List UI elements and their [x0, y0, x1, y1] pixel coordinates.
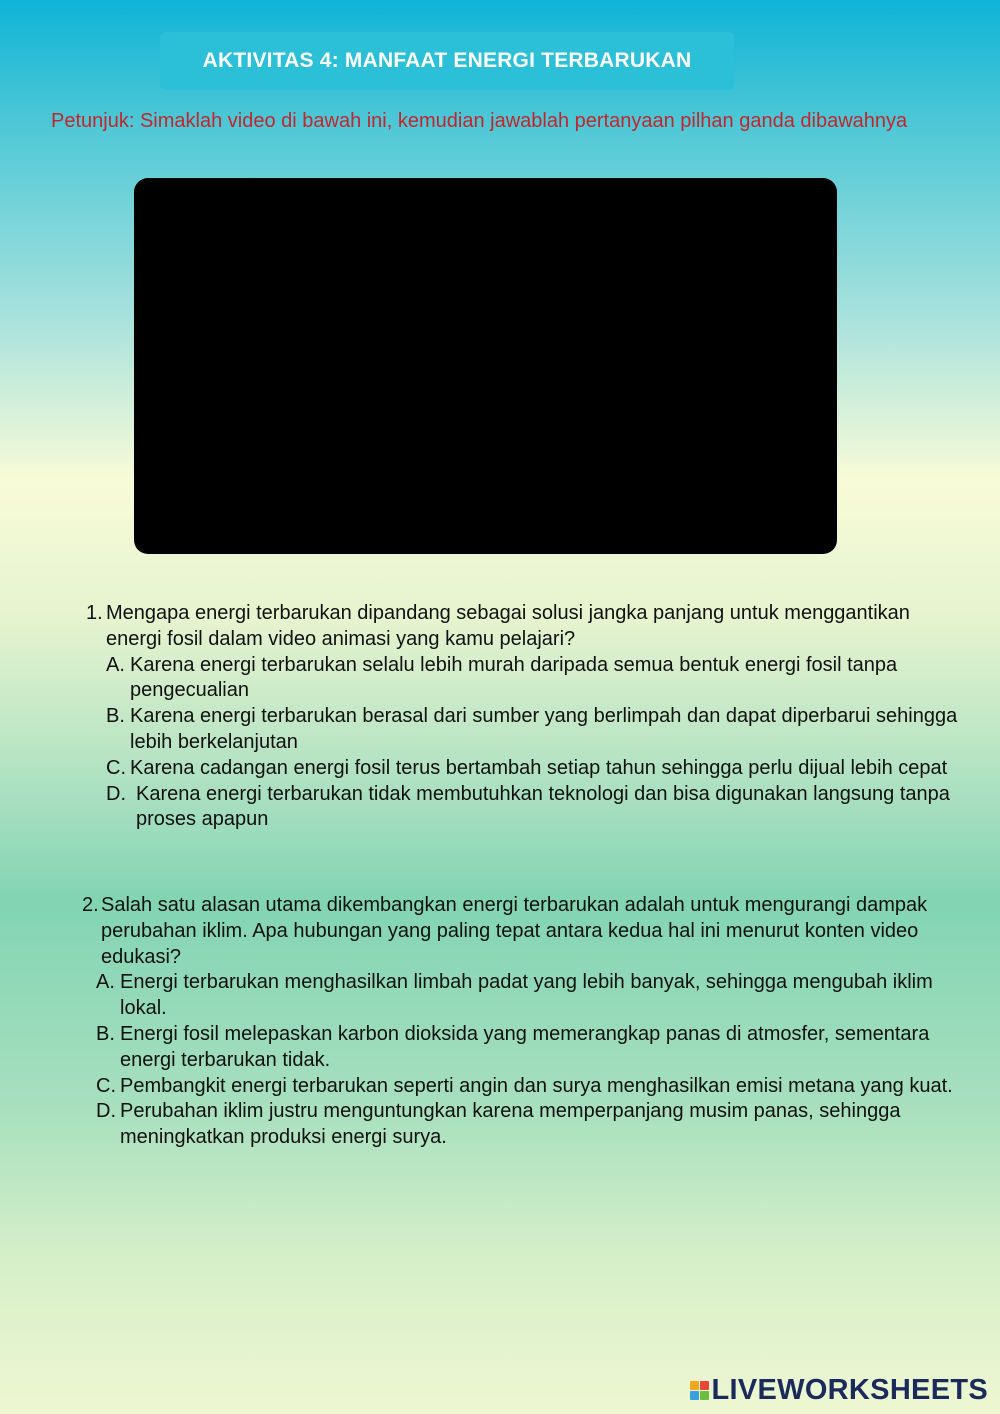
- question-number: 1.: [86, 602, 103, 624]
- option-letter: B.: [106, 705, 125, 728]
- option-text: Karena energi terbarukan berasal dari sumber yang berlimpah dan dapat diperbarui sehingga lebih berkelanjutan: [130, 705, 958, 753]
- logo-square-l: [690, 1381, 699, 1390]
- answer-option-d[interactable]: [96, 1099, 962, 1151]
- answer-option-c[interactable]: [106, 756, 966, 782]
- activity-title: AKTIVITAS 4: MANFAAT ENERGI TERBARUKAN: [202, 49, 692, 72]
- option-letter: C.: [96, 1074, 116, 1097]
- option-text: Pembangkit energi terbarukan seperti angin dan surya menghasilkan emisi metana yang kuat.: [120, 1074, 953, 1097]
- question-number: 2.: [82, 894, 99, 916]
- option-text: Energi terbarukan menghasilkan limbah padat yang lebih banyak, sehingga mengubah iklim lokal.: [120, 971, 933, 1020]
- option-letter: A.: [96, 971, 115, 994]
- liveworksheets-logo-icon: [690, 1381, 709, 1400]
- activity-title-banner: [160, 32, 734, 90]
- instruction-text: Petunjuk: Simaklah video di bawah ini, kemudian jawablah pertanyaan pilhan ganda dibawahnya: [51, 110, 908, 132]
- question-text: Salah satu alasan utama dikembangkan energi terbarukan adalah untuk mengurangi dampak perubahan iklim. Apa hubungan yang paling tepat antara kedua hal ini menurut konten video edukasi?: [101, 894, 928, 968]
- answer-option-c[interactable]: [96, 1074, 962, 1100]
- answer-option-a[interactable]: [106, 653, 966, 705]
- answer-option-b[interactable]: [96, 1022, 962, 1074]
- logo-square-v: [690, 1391, 699, 1400]
- answer-options: [86, 653, 966, 834]
- liveworksheets-brand[interactable]: [690, 1374, 989, 1407]
- question-text: Mengapa energi terbarukan dipandang sebagai solusi jangka panjang untuk menggantikan energi fosil dalam video animasi yang kamu pelajari?: [106, 602, 910, 650]
- answer-option-b[interactable]: [106, 704, 966, 756]
- option-letter: A.: [106, 653, 125, 676]
- answer-option-a[interactable]: [96, 970, 962, 1022]
- answer-options: [82, 970, 962, 1151]
- brand-name: LIVEWORKSHEETS: [711, 1374, 988, 1406]
- option-letter: B.: [96, 1022, 115, 1045]
- question-1: [86, 601, 966, 833]
- logo-square-i: [700, 1381, 709, 1390]
- option-text: Karena cadangan energi fosil terus bertambah setiap tahun sehingga perlu dijual lebih cepat: [130, 756, 948, 779]
- answer-option-d[interactable]: [106, 782, 966, 834]
- option-letter: C.: [106, 756, 126, 779]
- option-text: Karena energi terbarukan tidak membutuhkan teknologi dan bisa digunakan langsung tanpa proses apapun: [136, 782, 950, 831]
- video-player[interactable]: [134, 178, 837, 554]
- option-text: Perubahan iklim justru menguntungkan karena memperpanjang musim panas, sehingga meningkatkan produksi energi surya.: [120, 1100, 901, 1149]
- logo-square-e: [700, 1391, 709, 1400]
- option-letter: D.: [106, 782, 126, 805]
- option-text: Energi fosil melepaskan karbon dioksida yang memerangkap panas di atmosfer, sementara energi terbarukan tidak.: [120, 1022, 930, 1071]
- option-text: Karena energi terbarukan selalu lebih murah daripada semua bentuk energi fosil tanpa pengecualian: [130, 653, 898, 702]
- question-2: [82, 893, 962, 1151]
- option-letter: D.: [96, 1100, 116, 1123]
